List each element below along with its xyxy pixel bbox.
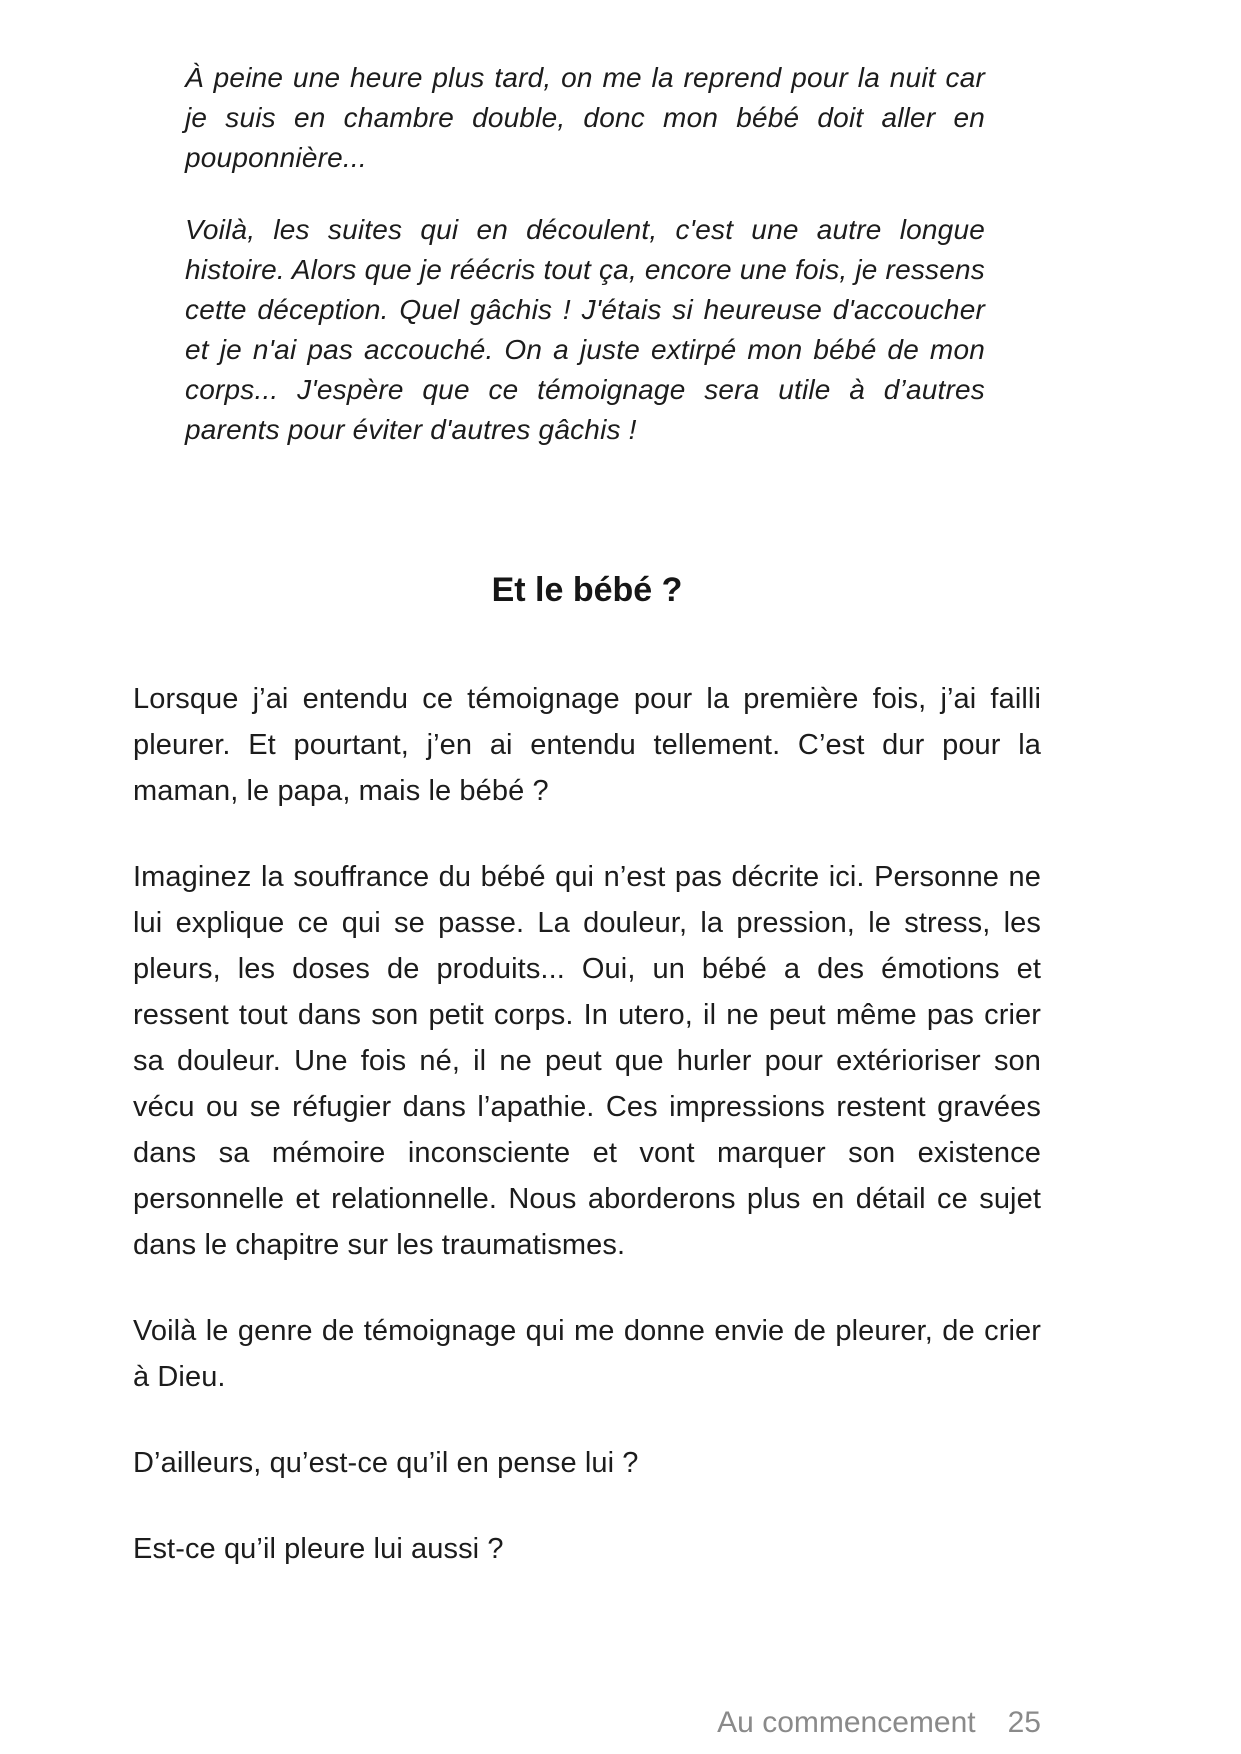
body-paragraph-3: Voilà le genre de témoignage qui me donne envie de pleurer, de crier à Dieu. [133,1315,1041,1393]
quote-paragraph-2: Voilà, les suites qui en découlent, c'est une autre longue histoire. Alors que je réécris tout ça, encore une fois, je ressens cette déception. Quel gâchis ! J'étais si heureuse d'accoucher et je n'ai pas accouché. On a juste extirpé mon bébé de mon corps... J'espère que ce témoignage sera utile à d’autres parents pour éviter d'autres gâchis ! [185,214,985,445]
running-footer-chapter-title: Au commencement [717,1706,976,1739]
body-paragraph-1: Lorsque j’ai entendu ce témoignage pour la première fois, j’ai failli pleurer. Et pourtant, j’en ai entendu tellement. C’est dur pour la maman, le papa, mais le bébé ? [133,683,1041,807]
page-footer [717,1704,1041,1742]
body-paragraph-2: Imaginez la souffrance du bébé qui n’est pas décrite ici. Personne ne lui explique ce qui se passe. La douleur, la pression, le stress, les pleurs, les doses de produits... Oui, un bébé a des émotions et ressent tout dans son petit corps. In utero, il ne peut même pas crier sa douleur. Une fois né, il ne peut que hurler pour extérioriser son vécu ou se réfugier dans l’apathie. Ces impressions restent gravées dans sa mémoire inconsciente et vont marquer son existence personnelle et relationnelle. Nous aborderons plus en détail ce sujet dans le chapitre sur les traumatismes. [133,861,1041,1261]
body-paragraph-5: Est-ce qu’il pleure lui aussi ? [133,1533,504,1565]
page-number: 25 [1007,1706,1041,1739]
section-heading: Et le bébé ? [491,571,683,609]
quote-paragraph-1: À peine une heure plus tard, on me la reprend pour la nuit car je suis en chambre double, donc mon bébé doit aller en pouponnière... [185,62,985,173]
body-paragraph-4: D’ailleurs, qu’est-ce qu’il en pense lui ? [133,1447,639,1479]
testimonial-quote-block [185,58,985,450]
